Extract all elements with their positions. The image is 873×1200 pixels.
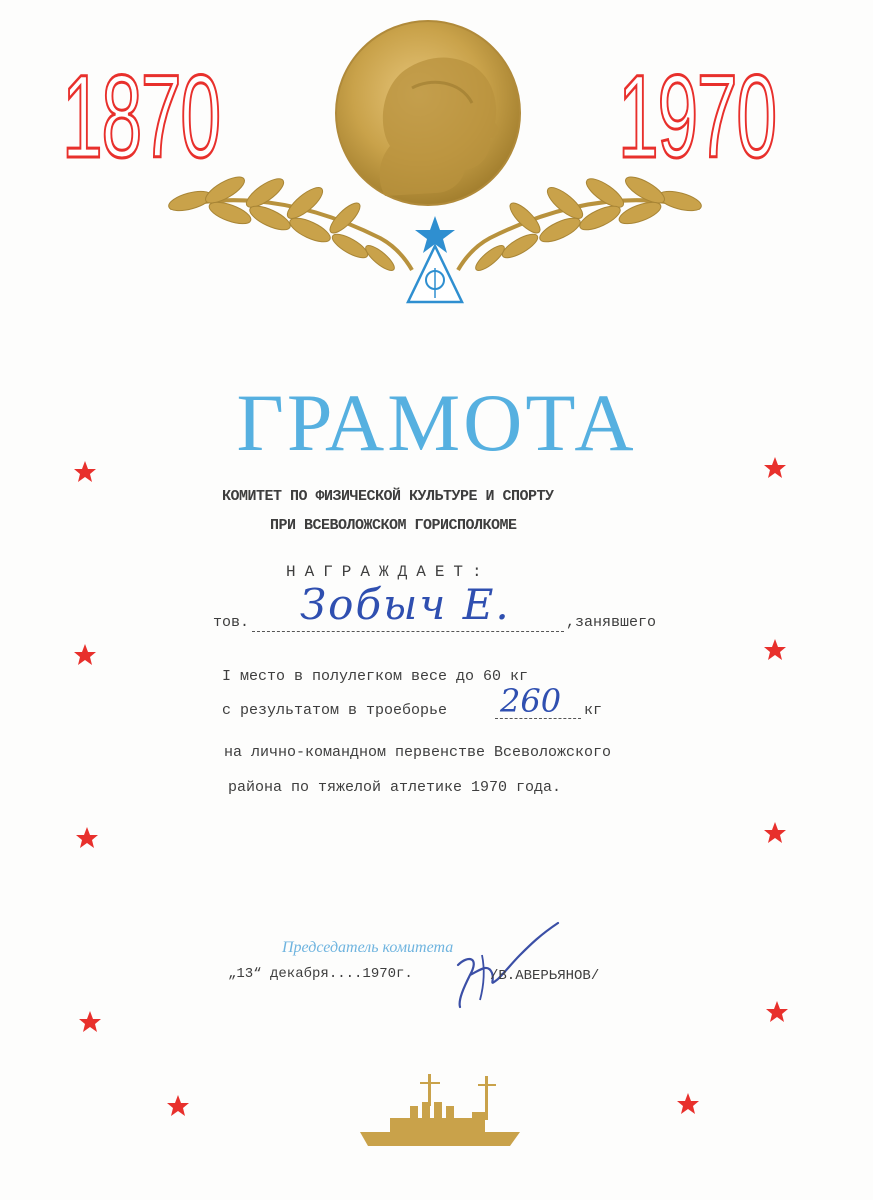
body-line-4: района по тяжелой атлетике 1970 года. [228,779,562,796]
red-star-icon [73,460,97,484]
chair-label: Председатель комитета [282,939,454,956]
red-star-icon [763,638,787,662]
signer-name: /В.АВЕРЬЯНОВ/ [490,968,600,984]
year-right: 1970 [618,51,776,183]
red-star-icon [763,456,787,480]
awards-heading: НАГРАЖДАЕТ: [286,563,491,581]
year-left: 1870 [62,51,220,183]
body-line-2: с результатом в троеборье [222,702,448,719]
red-star-icon [73,643,97,667]
result-value: 260 [500,682,562,720]
recipient-suffix: ,занявшего [566,614,657,631]
recipient-name-line [252,631,564,632]
recipient-name: Зобыч Е. [300,580,511,629]
lenin-medallion-icon [336,21,520,205]
issue-date: „13“ декабря....1970г. [228,966,413,982]
red-star-icon [676,1092,700,1116]
red-star-icon [166,1094,190,1118]
red-star-icon [763,821,787,845]
emblem [150,18,720,318]
result-unit: кг [584,702,603,719]
signature-icon [440,915,560,1015]
star-emblem-icon [408,216,462,302]
body-line-3: на лично-командном первенстве Всеволожского [224,744,612,761]
red-star-icon [75,826,99,850]
committee-line-1: КОМИТЕТ ПО ФИЗИЧЕСКОЙ КУЛЬТУРЕ И СПОРТУ [222,488,554,505]
body-line-1: I место в полулегком весе до 60 кг [222,668,529,685]
red-star-icon [765,1000,789,1024]
red-star-icon [78,1010,102,1034]
committee-line-2: ПРИ ВСЕВОЛОЖСКОМ ГОРИСПОЛКОМЕ [270,517,517,534]
recipient-prefix: тов. [213,614,250,631]
cruiser-ship-icon [360,1070,520,1150]
certificate-title: ГРАМОТА [236,377,637,468]
